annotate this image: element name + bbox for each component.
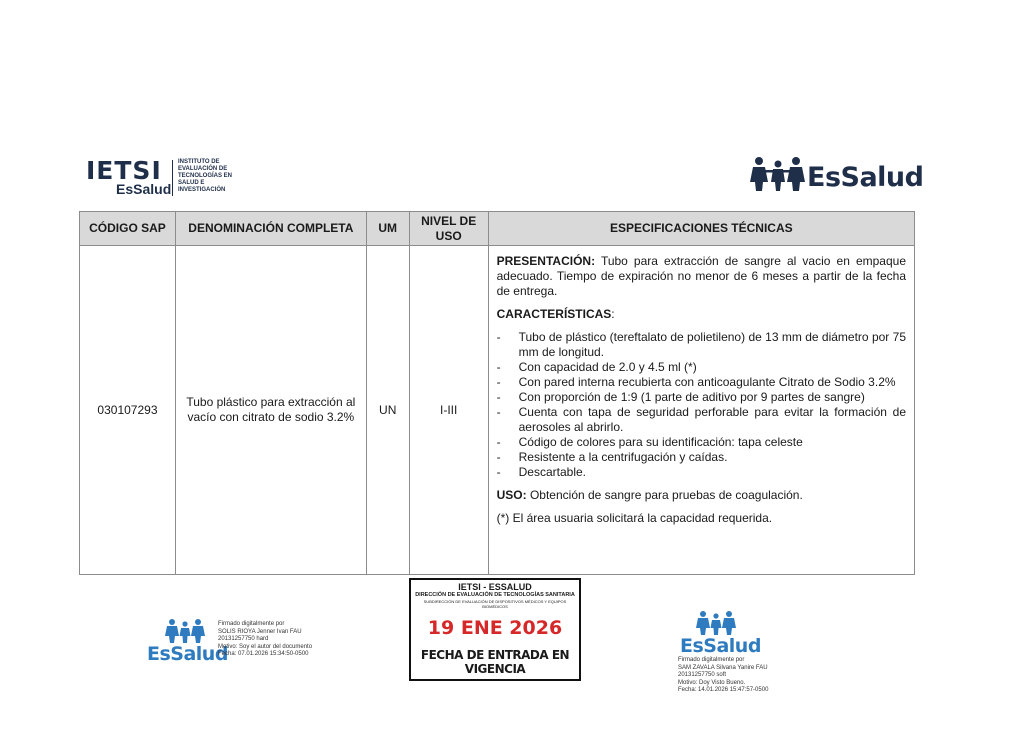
header-um: UM <box>366 212 409 246</box>
stamp-label: FECHA DE ENTRADA EN VIGENCIA <box>420 648 570 676</box>
list-item: - Código de colores para su identificación: tapa celeste <box>496 435 803 449</box>
ietsi-logo-subtitle: EsSalud <box>116 181 172 197</box>
cell-nivel-uso: I-III <box>409 246 488 575</box>
signature-right <box>676 610 786 696</box>
essalud-logo <box>750 156 924 196</box>
ietsi-logo <box>86 158 236 198</box>
list-item: - Tubo de plástico (tereftalato de polietileno) de 13 mm de diámetro por 75 mm de longitud. <box>496 330 906 359</box>
presentacion-text: Tubo para extracción de sangre al vacio en empaque adecuado. Tiempo de expiración no menor de 6 meses a partir de la fecha de entrega. <box>496 254 906 298</box>
presentacion-label: PRESENTACIÓN: <box>496 254 596 268</box>
caracteristicas-heading: CARACTERÍSTICAS: <box>496 307 615 321</box>
specification-table <box>79 211 915 575</box>
family-icon <box>750 156 806 192</box>
signature-right-brand: EsSalud <box>680 635 761 657</box>
cell-codigo-sap: 030107293 <box>80 246 176 575</box>
presentacion-paragraph <box>497 254 906 299</box>
table-row <box>80 246 915 575</box>
entry-date-stamp <box>409 578 581 681</box>
nota-paragraph: (*) El área usuaria solicitará la capacidad requerida. <box>496 511 773 525</box>
header-nivel-uso: NIVEL DE USO <box>409 212 488 246</box>
table-header-row <box>80 212 915 246</box>
uso-paragraph <box>497 488 906 503</box>
signature-right-details: Firmado digitalmente por SAM ZAVALA Silvana Yanire FAU 20131257750 soft Motivo: Doy Visto Bueno. Fecha: 14.01.2026 15:47:57-0500 <box>678 657 769 693</box>
stamp-subdireccion: SUBDIRECCIÓN DE EVALUACIÓN DE DISPOSITIVOS MÉDICOS Y EQUIPOS BIOMÉDICOS <box>423 599 567 609</box>
caracteristicas-list <box>497 330 906 480</box>
header-codigo-sap: CÓDIGO SAP <box>80 212 176 246</box>
cell-um: UN <box>366 246 409 575</box>
uso-text: Obtención de sangre para pruebas de coagulación. <box>526 488 803 502</box>
stamp-direccion: DIRECCIÓN DE EVALUACIÓN DE TECNOLOGÍAS SANITARIA <box>415 592 575 598</box>
signature-left-brand: EsSalud <box>147 643 228 665</box>
ietsi-logo-title: IETSI <box>86 156 162 185</box>
header-especificaciones: ESPECIFICACIONES TÉCNICAS <box>488 212 914 246</box>
cell-denominacion: Tubo plástico para extracción al vacío con citrato de sodio 3.2% <box>175 246 366 575</box>
signature-left-details: Firmado digitalmente por SOLIS RIOYA Jenner Ivan FAU 20131257750 hard Motivo: Soy el autor del documento Fecha: 07.01.2026 15:34:50-0500 <box>218 621 313 657</box>
family-icon <box>165 618 205 644</box>
list-item: - Con proporción de 1:9 (1 parte de aditivo por 9 partes de sangre) <box>496 390 865 404</box>
stamp-org: IETSI - ESSALUD <box>458 582 532 592</box>
list-item: - Con capacidad de 2.0 y 4.5 ml (*) <box>496 360 697 374</box>
stamp-date: 19 ENE 2026 <box>427 617 563 639</box>
signature-left <box>147 618 347 666</box>
cell-especificaciones <box>488 246 914 575</box>
header-denominacion: DENOMINACIÓN COMPLETA <box>175 212 366 246</box>
list-item: - Cuenta con tapa de seguridad perforable para evitar la formación de aerosoles al abrirlo. <box>496 405 906 434</box>
list-item: - Descartable. <box>496 465 586 479</box>
essalud-brand-name: EsSalud <box>807 162 924 193</box>
ietsi-institute-name: INSTITUTO DE EVALUACIÓN DE TECNOLOGÍAS EN SALUD E INVESTIGACIÓN <box>178 159 233 193</box>
ietsi-logo-divider <box>172 160 173 196</box>
uso-label: USO: <box>496 488 527 502</box>
family-icon <box>696 610 736 636</box>
list-item: - Resistente a la centrifugación y caídas. <box>496 450 728 464</box>
list-item: - Con pared interna recubierta con anticoagulante Citrato de Sodio 3.2% <box>496 375 896 389</box>
